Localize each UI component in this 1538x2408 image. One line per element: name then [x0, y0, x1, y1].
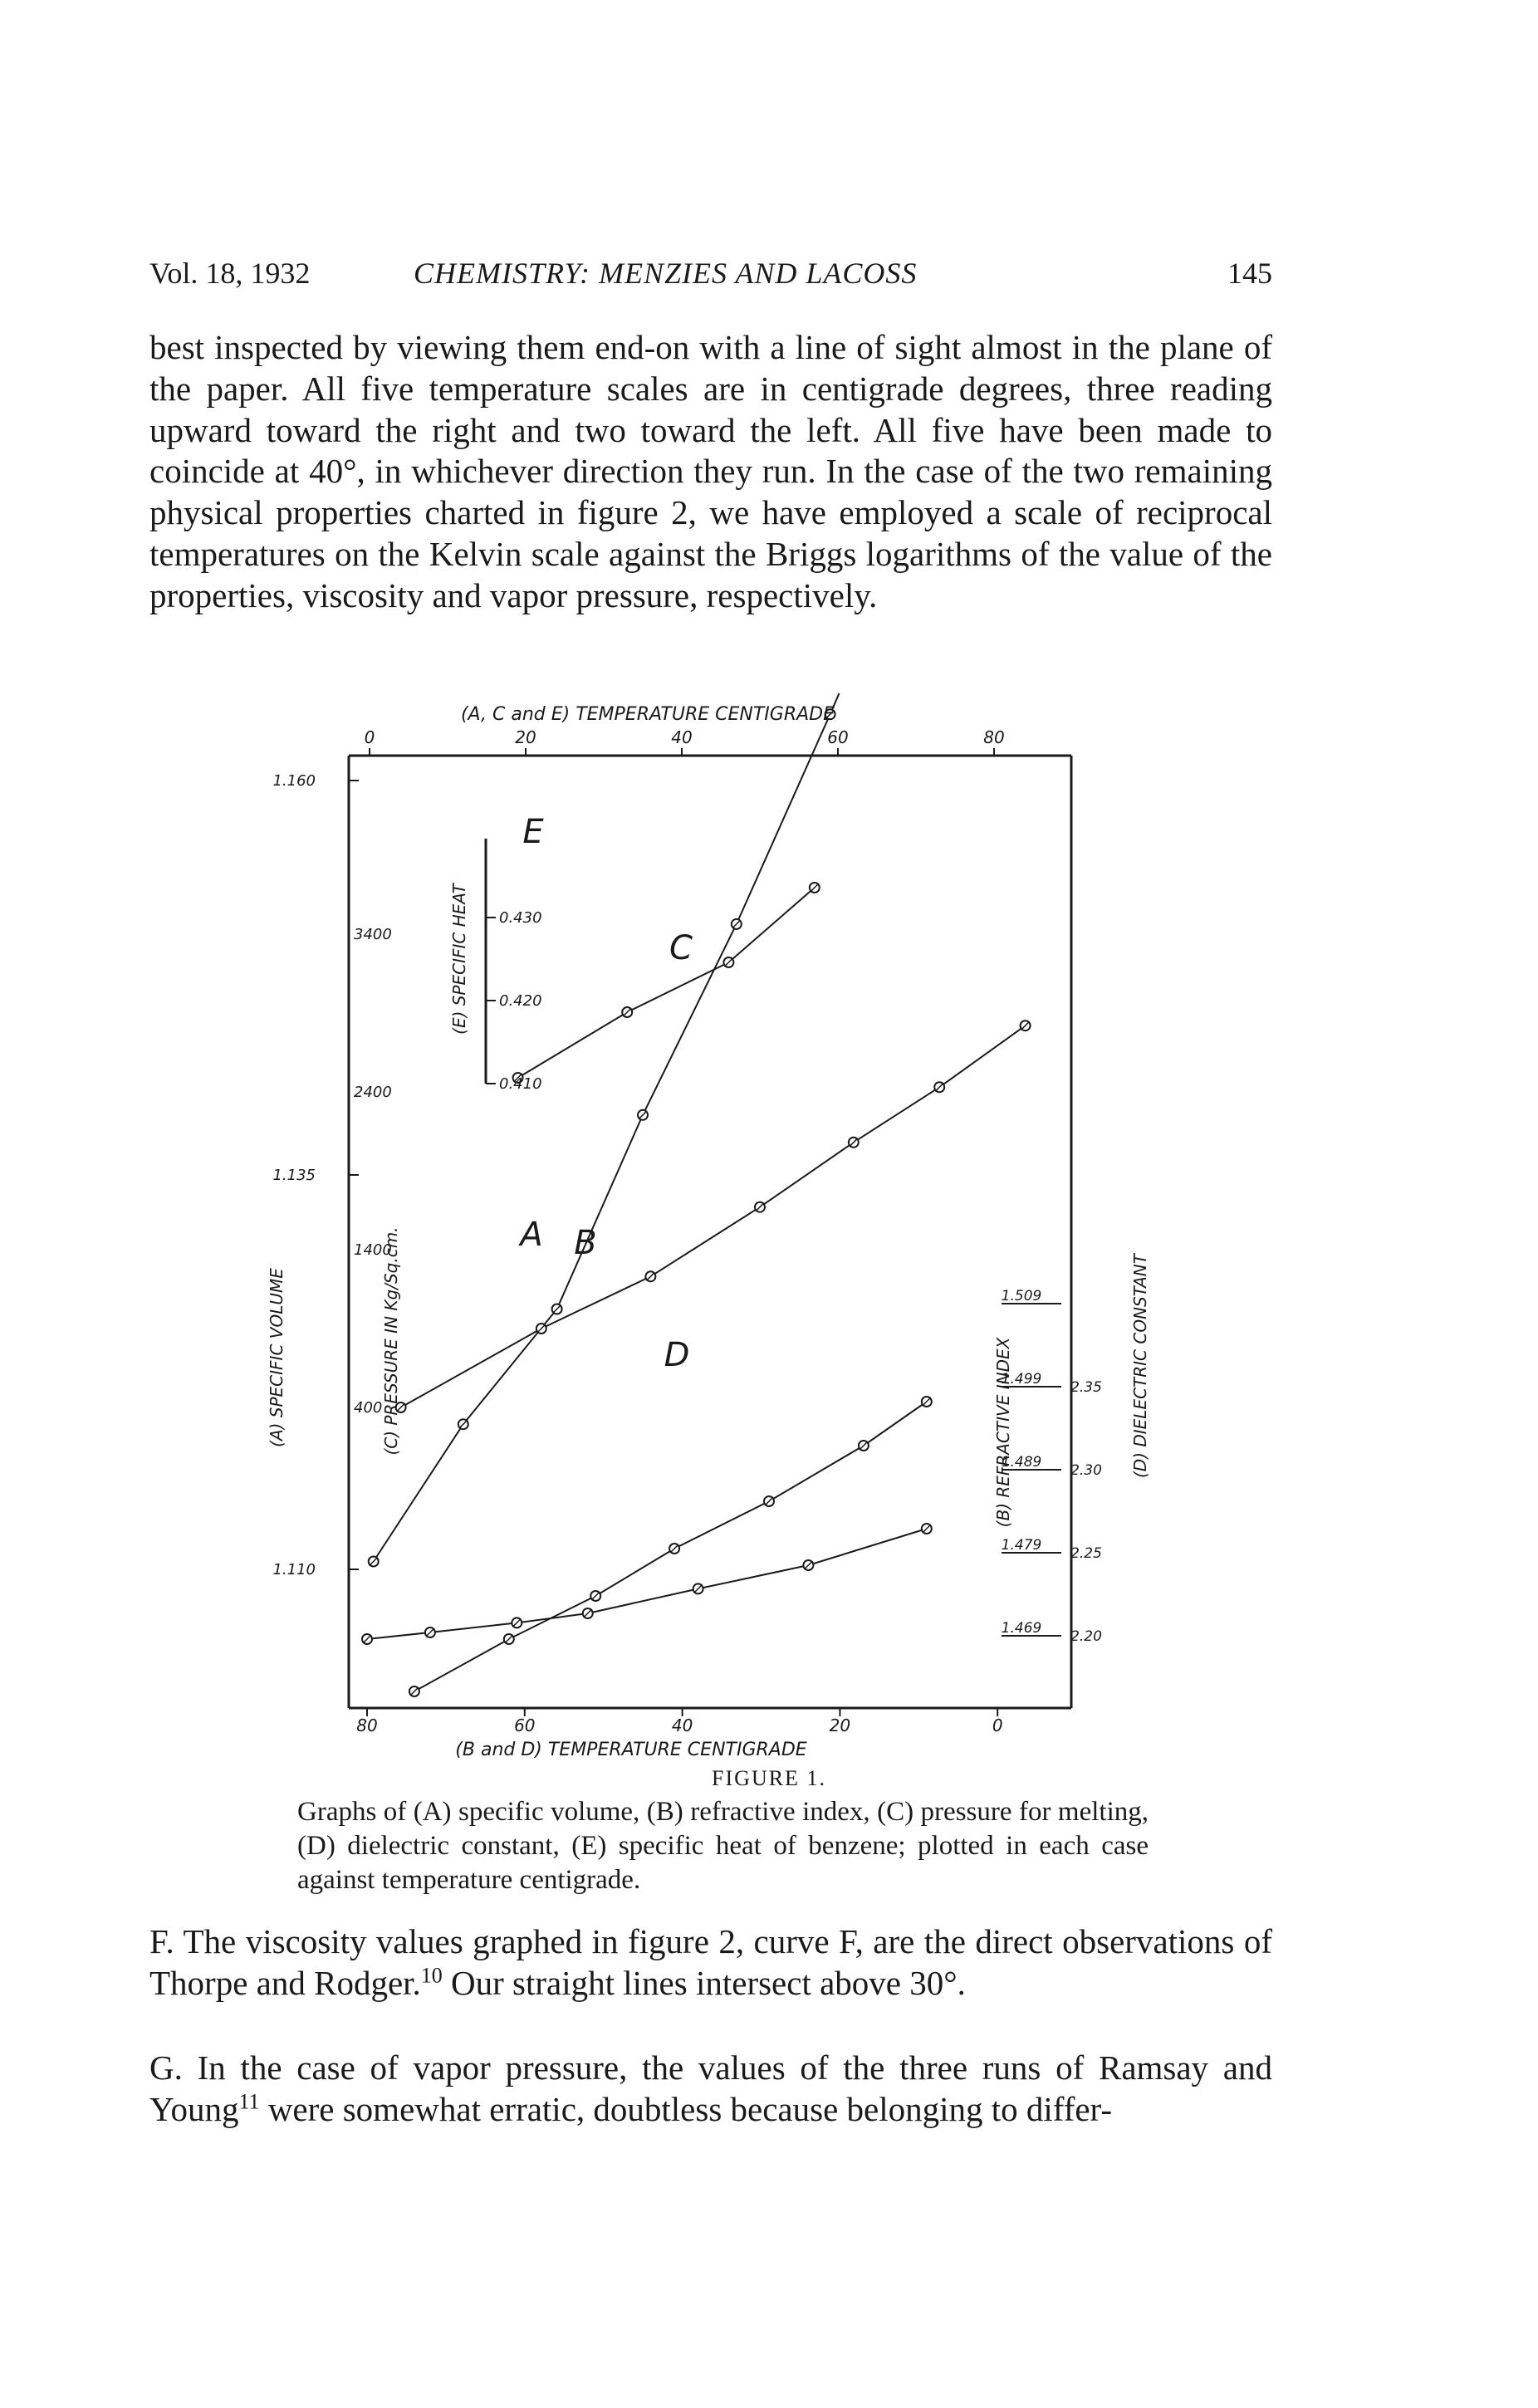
bottom-tick-label-20: 20 — [829, 1715, 851, 1735]
running-header — [149, 256, 1272, 296]
paragraph-g — [149, 2048, 1272, 2131]
specific-heat-axis-title: (E) SPECIFIC HEAT — [449, 883, 469, 1035]
top-axis-title: (A, C and E) TEMPERATURE CENTIGRADE — [460, 704, 835, 725]
bottom-axis-title: (B and D) TEMPERATURE CENTIGRADE — [455, 1740, 807, 1760]
refractive-tick-1.489: 1.489 — [1001, 1454, 1042, 1471]
footnote-ref-11: 11 — [238, 2089, 260, 2114]
refractive-tick-1.499: 1.499 — [1001, 1371, 1042, 1388]
top-tick-label-80: 80 — [983, 727, 1005, 747]
volume-tick-1.135: 1.135 — [272, 1167, 316, 1184]
curve-e — [518, 888, 815, 1078]
curve-label-e: E — [522, 813, 544, 851]
specific-heat-tick-0.410: 0.410 — [499, 1075, 542, 1093]
refractive-tick-1.469: 1.469 — [1001, 1620, 1042, 1637]
paragraph-g-text: G. In the case of vapor pressure, the values of the three runs of Ramsay and Young — [149, 2048, 1272, 2128]
curve-label-b: B — [574, 1224, 597, 1262]
paragraph-f-text: F. The viscosity values graphed in figure 2, curve F, are the direct observations of Thorpe and Rodger. — [149, 1922, 1272, 2002]
running-title: CHEMISTRY: MENZIES AND LACOSS — [414, 257, 918, 290]
intro-paragraph: best inspected by viewing them end-on with a line of sight almost in the plane of the paper. All five temperature scales are in centigrade degrees, three reading upward toward the right and two toward the left. All five have been made to coincide at 40°, in whichever direction they run. In the case of the two remaining physical properties charted in figure 2, we have employed a scale of reciprocal temperatures on the Kelvin scale against the Briggs logarithms of the value of the properties, viscosity and vapor pressure, respectively. — [149, 328, 1272, 614]
curve-a — [374, 693, 1026, 1562]
footnote-ref-10: 10 — [420, 1963, 443, 1988]
pressure-tick-400: 400 — [354, 1399, 383, 1417]
dielectric-tick-2.30: 2.30 — [1070, 1462, 1102, 1479]
top-tick-label-40: 40 — [671, 727, 693, 747]
specific-heat-tick-0.430: 0.430 — [499, 909, 542, 927]
curve-label-a: A — [520, 1216, 543, 1254]
figure-caption: Graphs of (A) specific volume, (B) refractive index, (C) pressure for melting, (D) dielectric constant, (E) specific heat of benzene; plotted in each case against temperature centigrade. — [297, 1797, 1149, 1895]
volume-tick-1.110: 1.110 — [272, 1561, 316, 1578]
figure-1-chart — [257, 693, 1171, 1764]
paragraph-f-text-end: Our straight lines intersect above 30°. — [442, 1963, 966, 2002]
paragraph-f — [149, 1921, 1272, 2004]
curve-d — [367, 1529, 927, 1639]
pressure-tick-3400: 3400 — [354, 926, 392, 943]
top-tick-label-20: 20 — [515, 727, 536, 747]
dielectric-axis-title: (D) DIELECTRIC CONSTANT — [1130, 1254, 1150, 1478]
curves-layer — [362, 693, 1031, 1696]
volume-axis-title: (A) SPECIFIC VOLUME — [267, 1268, 287, 1447]
labels-layer — [267, 693, 1150, 1760]
top-tick-label-0: 0 — [364, 727, 375, 747]
pressure-axis-title: (C) PRESSURE IN Kg/Sq.cm. — [381, 1226, 401, 1456]
refractive-tick-1.509: 1.509 — [1001, 1288, 1042, 1304]
bottom-tick-label-60: 60 — [514, 1715, 536, 1735]
bottom-tick-label-80: 80 — [356, 1715, 378, 1735]
pressure-tick-1400: 1400 — [354, 1241, 392, 1259]
refractive-tick-1.479: 1.479 — [1001, 1537, 1042, 1554]
pressure-tick-2400: 2400 — [354, 1084, 392, 1101]
refractive-axis-title: (B) REFRACTIVE INDEX — [993, 1337, 1013, 1528]
top-tick-label-60: 60 — [827, 727, 849, 747]
dielectric-tick-2.25: 2.25 — [1070, 1545, 1102, 1562]
page-number: 145 — [1227, 257, 1272, 290]
dielectric-tick-2.35: 2.35 — [1070, 1379, 1102, 1396]
curve-label-c: C — [669, 929, 693, 967]
dielectric-tick-2.20: 2.20 — [1070, 1628, 1102, 1645]
curve-label-d: D — [664, 1336, 690, 1374]
volume-label: Vol. 18, 1932 — [149, 257, 311, 290]
volume-tick-1.160: 1.160 — [272, 772, 316, 790]
specific-heat-tick-0.420: 0.420 — [499, 992, 542, 1010]
bottom-tick-label-40: 40 — [671, 1715, 693, 1735]
figure-label: FIGURE 1. — [712, 1766, 826, 1790]
paragraph-g-text-end: were somewhat erratic, doubtless because belonging to differ- — [259, 2089, 1113, 2128]
bottom-tick-label-0: 0 — [992, 1715, 1003, 1735]
